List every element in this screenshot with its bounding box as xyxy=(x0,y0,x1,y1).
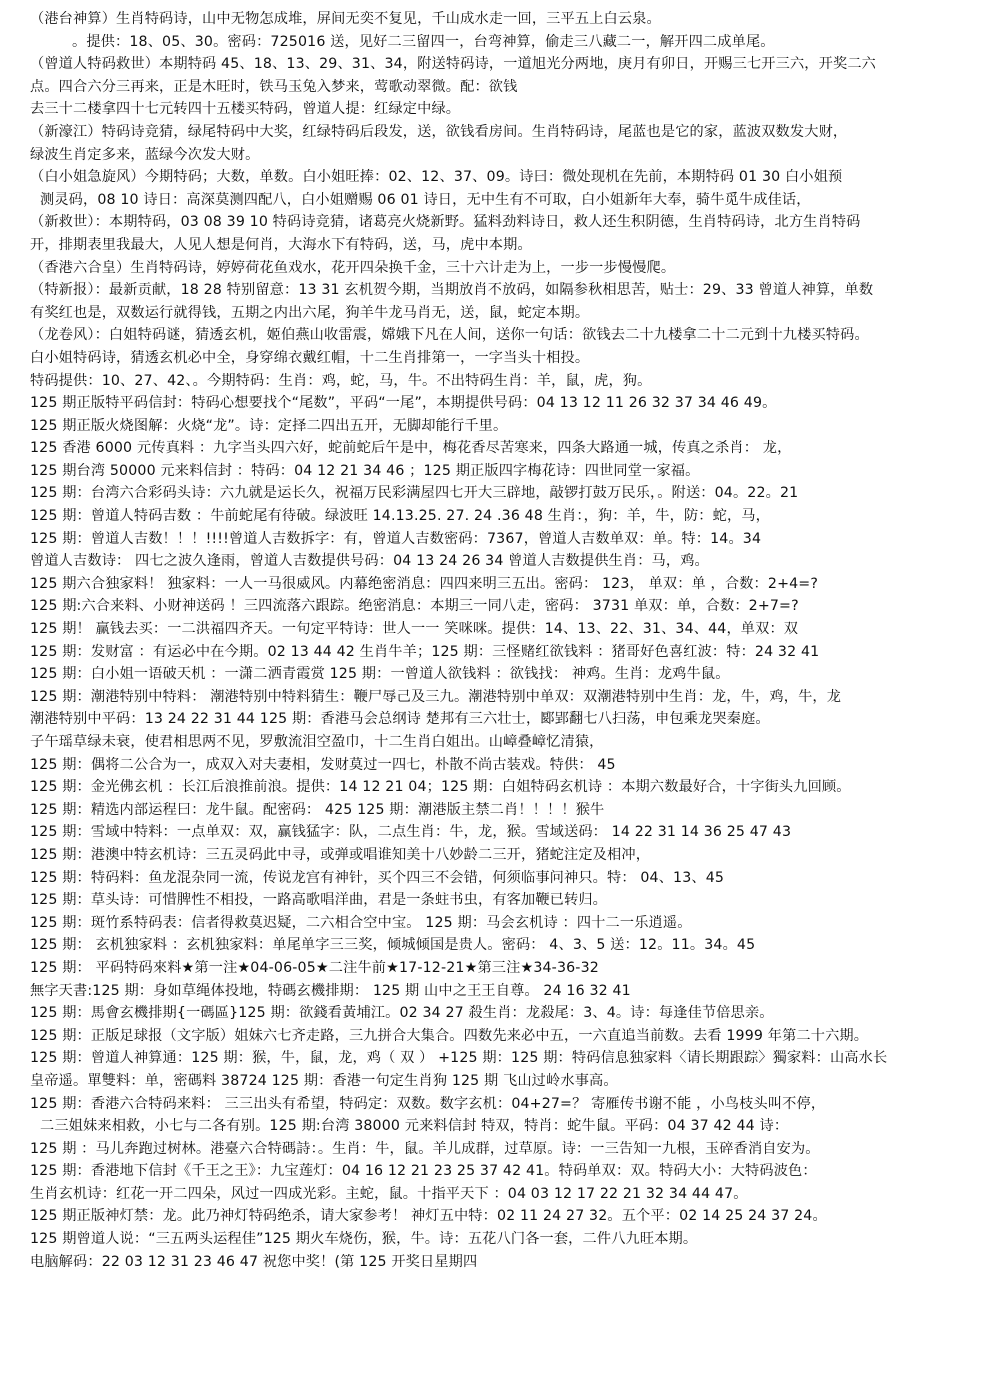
text-line: 绿波生肖定多来，蓝绿今次发大财。 xyxy=(30,146,260,163)
text-line: （曾道人特码救世）本期特码 45、18、13、29、31、34，附送特码诗，一道旭光分两地，庚月有卯日，开赐三七开三六，开奖二六 xyxy=(30,56,876,73)
text-line: 125 期：雪域中特料：一点单双：双，赢钱猛字：队，二点生肖：牛，龙，猴。雪域送码： 14 22 31 14 36 25 47 43 xyxy=(30,824,792,841)
text-line: （港台神算）生肖特码诗，山中无物怎成堆，屏间无奕不复见，千山成水走一回，三平五上白云泉。 xyxy=(30,11,661,27)
text-line: 125 期！ 赢钱去买：一二洪福四齐天。一句定平特诗：世人一一 笑咪咪。提供：14、13、22、31、34、44，单双：双 xyxy=(30,621,799,638)
text-line: 125 期：白小姐一语破天机 ：一潇二洒青霞赏 125 期：一曾道人欲钱料 ：欲钱找： 神鸡。生肖：龙鸡牛鼠。 xyxy=(30,666,730,683)
text-line: 二三姐妹来相救，小七与二各有别。125 期:台湾 38000 元来料信封 特双，特肖：蛇牛鼠。平码：04 37 42 44 诗： xyxy=(40,1118,789,1135)
text-line: 125 期： 玄机独家料 ：玄机独家料：单尾单字三三奖，倾城倾国是贵人。密码： 4、3、5 送：12。11。34。45 xyxy=(30,937,756,954)
text-line: 125 期：正版足球报（文字版）姐妹六七齐走路，三九拼合大集合。四数先来必中五，一六直追当前数。去看 1999 年第二十六期。 xyxy=(30,1027,869,1044)
text-line: （白小姐急旋风）今期特码；大数，单数。白小姐旺捧：02、12、37、09。诗曰：微处现机在先前，本期特码 01 30 白小姐预 xyxy=(30,169,843,186)
text-line: 点。四合六分三再来，正是木旺时，铁马玉兔入梦来，莺歌动翠微。配：欲钱 xyxy=(30,78,518,95)
text-line: 125 期：草头诗：可惜脾性不相投，一路高歌唱洋曲，君是一条蛀书虫，有客加鞭已转归。 xyxy=(30,892,608,909)
text-line: 125 期:六合来料、小财神送码 ！三四流落六跟踪。绝密消息：本期三一同八走，密码： 3731 单双：单，合数：2+7=? xyxy=(30,598,799,615)
text-line: 白小姐特码诗，猜透玄机必中全，身穿绵衣戴红帽，十二生肖排第一，一字当头十相投。 xyxy=(30,349,590,366)
text-line: 125 期：香港六合特码来料： 三三出头有希望，特码定：双数。数字玄机：04+27=？ 寄雁传书谢不能 ，小鸟枝头叫不停， xyxy=(30,1095,826,1112)
text-line: 去三十二楼拿四十七元转四十五楼买特码，曾道人提：红绿定中绿。 xyxy=(30,101,461,118)
text-line: 。提供：18、05、30。密码：725016 送，见好二三留四一，台弯神算，偷走三八藏二一，解开四二成单尾。 xyxy=(72,33,775,50)
text-line: 125 期正版神灯禁：龙。此乃神灯特码绝杀，请大家参考！ 神灯五中特：02 11 24 27 32。五个平：02 14 25 24 37 24。 xyxy=(30,1208,827,1225)
text-line: 曾道人吉数诗： 四七之波久逢雨，曾道人吉数提供号码：04 13 24 26 34 曾道人吉数提供生肖：马，鸡。 xyxy=(30,553,709,570)
text-line: 125 期：发财富 ：有运必中在今期。02 13 44 42 生肖牛羊；125 期：三怪赌红欲钱料 ：猪哥好色喜红波：特：24 32 41 xyxy=(30,643,820,660)
text-line: 125 期：曾道人吉数！！！!!!!曾道人吉数拆字：有，曾道人吉数密码：7367，曾道人吉数单双：单。特：14。34 xyxy=(30,530,762,547)
text-line: 潮港特别中平码：13 24 22 31 44 125 期：香港马会总纲诗 楚邦有三六壮士，郾郢翻七八扫荡，申包乘龙哭秦庭。 xyxy=(30,711,770,728)
text-line: 电脑解码：22 03 12 31 23 46 47 祝您中奖！(第 125 开奖日星期四 xyxy=(30,1253,478,1270)
text-line: 125 期六合独家料！ 独家料：一人一马很威风。内幕绝密消息：四四来明三五出。密码： 123， 单双：单 ，合数：2+4=? xyxy=(30,575,818,592)
text-line: 125 期：港澳中特玄机诗：三五灵码此中寻，或弹或唱谁知美十八妙龄二三开，猪蛇注定及相冲， xyxy=(30,846,651,863)
text-line: 125 期正版特平码信封：特码心想要找个“尾数”，平码“一尾”，本期提供号码：04 13 12 11 26 32 37 34 46 49。 xyxy=(30,395,777,412)
text-line: 125 期：曾道人特码吉数 ：牛前蛇尾有待破。绿波旺 14.13.25. 27. 24 .36 48 生肖：，狗：羊，牛，防：蛇，马， xyxy=(30,508,770,525)
text-line: 125 期：台湾六合彩码头诗：六九就是运长久，祝福万民彩满屋四七开大三辟地，敲锣打鼓万民乐，。附送：04。22。21 xyxy=(30,485,799,502)
text-line: 125 香港 6000 元传真料 ：九字当头四六好，蛇前蛇后午是中，梅花香尽苦寒来，四条大路通一城，传真之杀肖： 龙， xyxy=(30,440,792,457)
text-line: 有奖红也是，双数运行就得钱，五期之内出六尾，狗羊牛龙马肖无，送，鼠，蛇定本期。 xyxy=(30,304,590,321)
text-line: 125 期曾道人说：“三五两头运程佳”125 期火车烧伤，猴，牛。诗：五花八门各一套，二件八九旺本期。 xyxy=(30,1231,698,1248)
text-line: （特新报）：最新贡献，18 28 特别留意：13 31 玄机贺今期，当期放肖不放码，如隔参秋相思苦，贴士：29、33 曾道人神算，单数 xyxy=(30,282,874,299)
text-line: 125 期：金光佛玄机 ：长江后浪推前浪。提供：14 12 21 04；125 期：白姐特码玄机诗 ：本期六数最好合，十字街头九回顾。 xyxy=(30,779,851,796)
text-line: 125 期正版火烧图解：火烧“龙”。诗：定择二四出五开，无脚却能行千里。 xyxy=(30,417,508,434)
text-line: 开，排期表里我最大，人见人想是何肖，大海水下有特码，送，马，虎中本期。 xyxy=(30,236,532,253)
text-line: （新濠江）特码诗竞猜，绿尾特码中大奖，红绿特码后段发，送，欲钱看房间。生肖特码诗，尾蓝也是它的家，蓝波双数发大财， xyxy=(30,123,848,140)
text-line: （龙卷风）：白姐特码谜，猜透玄机，姬伯燕山收雷震，嫦娥下凡在人间，送你一句话：欲钱去二十九楼拿二十二元到十九楼买特码。 xyxy=(30,327,869,344)
text-line: 皇帝遥。單雙料：单，密碼料 38724 125 期：香港一句定生肖狗 125 期 飞山过岭水事高。 xyxy=(30,1072,618,1089)
text-line: 125 期：香港地下信封《千王之王》：九宝莲灯：04 16 12 21 23 25 37 42 41。特码单双：双。特码大小：大特码波色： xyxy=(30,1163,817,1180)
text-line: 生肖玄机诗：红花一开二四朵，风过一四成光彩。主蛇，鼠。十指平天下 ：04 03 12 17 22 21 32 34 44 47。 xyxy=(30,1185,748,1202)
text-line: 特码提供：10、27、42、。今期特码：生肖：鸡，蛇，马，牛。不出特码生肖：羊，鼠，虎，狗。 xyxy=(30,372,652,389)
text-line: 125 期：馬會玄機排期{一碼區}125 期：欲錢看黃埔江。02 34 27 殺生肖：龙殺尾：3、4。诗：每逢佳节倍思亲。 xyxy=(30,1005,774,1022)
text-line: 125 期台湾 50000 元来料信封 ：特码：04 12 21 34 46 ；125 期正版四字梅花诗：四世同堂一家福。 xyxy=(30,462,700,479)
text-line: （新救世）：本期特码，03 08 39 10 特码诗竞猜，诸葛亮火烧新野。猛料劲料诗日，救人还生积阴德，生肖特码诗，北方生肖特码 xyxy=(30,214,861,231)
text-line: （香港六合皇）生肖特码诗，婷婷荷花鱼戏水，花开四朵换千金，三十六计走为上，一步一步慢慢爬。 xyxy=(30,259,676,276)
text-line: 125 期：特码料：鱼龙混杂同一流，传说龙宫有神针，买个四三不会错，何须临事问神只。特： 04、13、45 xyxy=(30,869,725,886)
text-line: 125 期：斑竹系特码表：信者得救莫迟疑，二六相合空中宝。 125 期：马会玄机诗 ：四十二一乐逍遥。 xyxy=(30,914,692,931)
text-line: 子午瑶草绿未衰，使君相思两不见，罗敷流泪空盈巾，十二生肖白姐出。山嶂叠嶂忆清猿， xyxy=(30,734,604,750)
text-line: 测灵码，08 10 诗日：高深莫测四配八，白小姐赠赐 06 01 诗日，无中生有不可取，白小姐新年大奉，骑牛觅牛成佳话， xyxy=(40,191,811,208)
text-line: 125 期：精选内部运程曰：龙牛鼠。配密码： 425 125 期：潮港版主禁二肖！！！！猴牛 xyxy=(30,801,605,818)
text-line: 125 期 ：马儿奔跑过树林。港臺六合特碼詩：。生肖：牛，鼠。羊儿成群，过草原。诗：一三告知一九根，玉碎香消自安为。 xyxy=(30,1140,820,1157)
text-line: 125 期：曾道人神算通：125 期：猴，牛，鼠，龙，鸡（ 双 ） +125 期：125 期：特码信息独家料〈请长期跟踪〉獨家料：山高水长 xyxy=(30,1050,888,1067)
text-line: 125 期：潮港特别中特料： 潮港特别中特料猜生：鞭尸辱己及三九。潮港特别中单双：双潮港特别中生肖：龙，牛，鸡，牛，龙 xyxy=(30,688,842,705)
text-line: 125 期： 平码特码來料★第一注★04-06-05★二注牛前★17-12-21★第三注★34-36-32 xyxy=(30,959,599,976)
text-line: 無字天書:125 期：身如草绳体投地，特碼玄機排期： 125 期 山中之王王自尊。 24 16 32 41 xyxy=(30,982,631,999)
text-line: 125 期：偶将二公合为一，成双入对夫妻相，发财莫过一四七，朴散不尚古装戏。特供： 45 xyxy=(30,756,616,773)
